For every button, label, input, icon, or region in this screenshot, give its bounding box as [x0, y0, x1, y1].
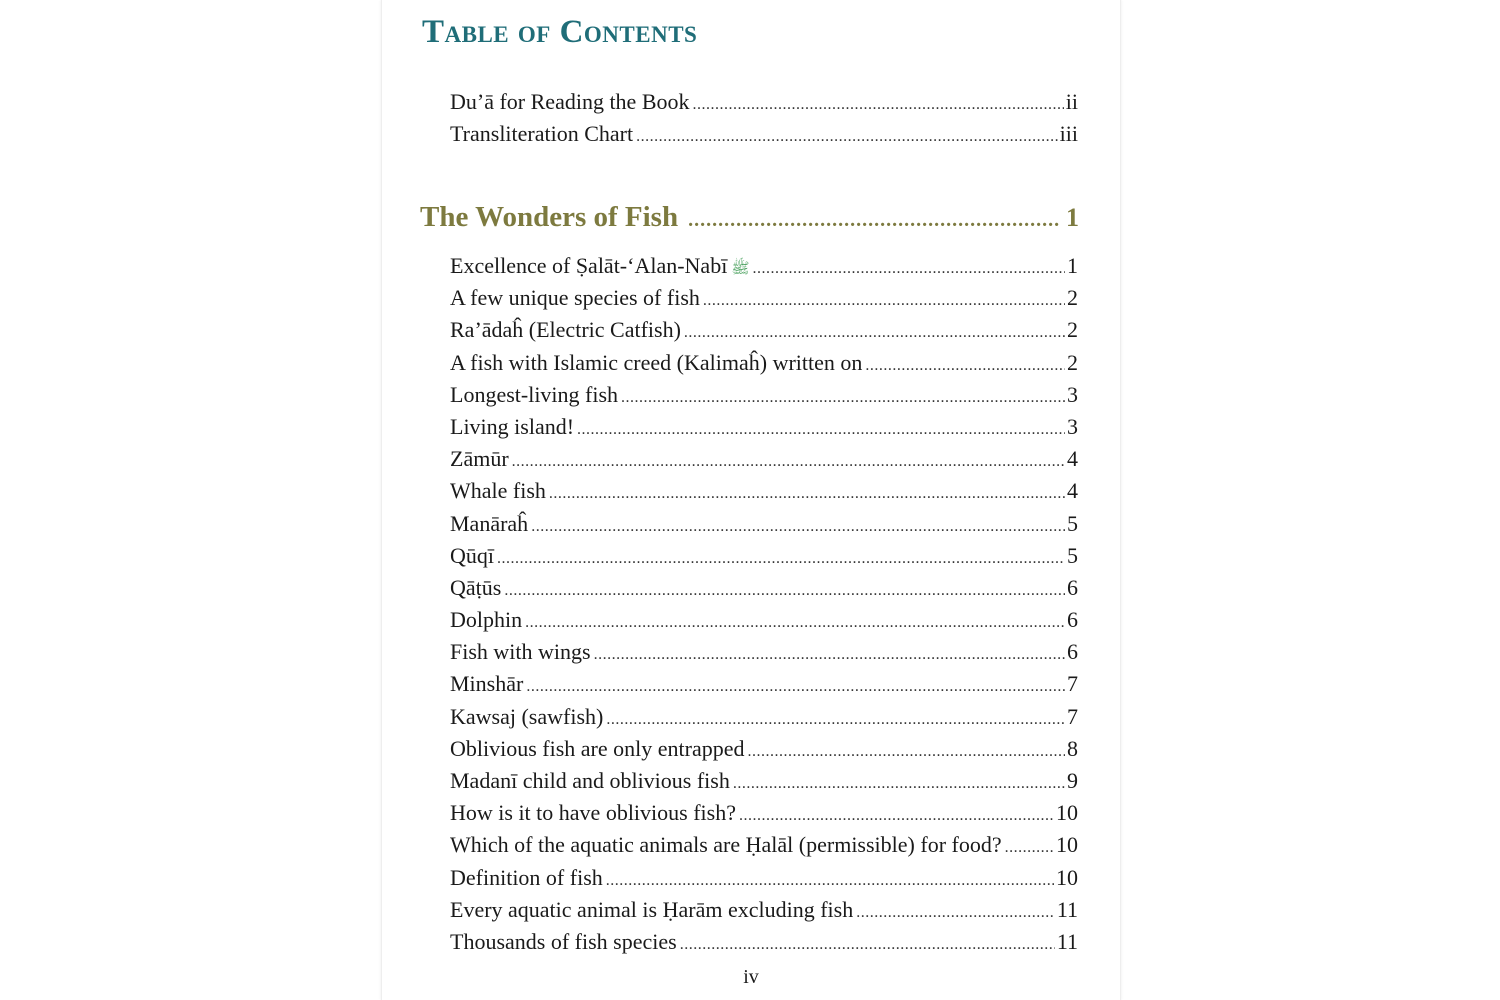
entry-page-number: 11 [1056, 928, 1078, 954]
entry-page-number: 2 [1067, 285, 1078, 311]
toc-entry[interactable] [450, 347, 1078, 379]
entry-page-number: 3 [1067, 381, 1078, 407]
entry-label: Madanī child and oblivious fish [450, 768, 730, 793]
entry-label: Which of the aquatic animals are Ḥalāl (permissible) for food? [450, 832, 1002, 858]
entry-page-number: 3 [1067, 413, 1078, 439]
entry-label: Oblivious fish are only entrapped [450, 735, 745, 761]
dot-leader [739, 800, 1054, 832]
entry-label: Thousands of fish species [450, 928, 677, 954]
entry-label: Fish with wings [450, 639, 591, 665]
chapter-title: The Wonders of Fish [420, 201, 679, 233]
entry-label: Zāmūr [450, 446, 509, 472]
entry-label: Definition of fish [450, 864, 603, 890]
toc-entry[interactable] [450, 797, 1078, 829]
dot-leader [748, 736, 1066, 768]
entry-label: Excellence of Ṣalāt-‘Alan-Nabī [450, 253, 728, 278]
dot-leader [512, 446, 1065, 478]
dot-leader [865, 350, 1065, 382]
entry-page-number: 2 [1067, 317, 1078, 343]
toc-entry[interactable] [450, 86, 1078, 118]
dot-leader [680, 929, 1055, 961]
toc-entry[interactable] [450, 733, 1078, 765]
entry-label: Living island! [450, 413, 575, 439]
entry-page-number: 9 [1067, 768, 1078, 793]
toc-entry[interactable] [450, 926, 1078, 958]
dot-leader [856, 897, 1055, 929]
toc-entry[interactable] [450, 701, 1078, 733]
toc-title: Table of Contents [422, 14, 698, 50]
toc-entry[interactable] [450, 250, 1078, 282]
entry-label: Whale fish [450, 478, 546, 504]
chapter-heading[interactable] [420, 197, 1079, 240]
entry-label: Dolphin [450, 607, 523, 633]
entry-page-number: 10 [1056, 864, 1078, 890]
salutation-calligraphy-icon: ﷺ [731, 261, 750, 277]
entry-page-number: 5 [1067, 510, 1078, 536]
entry-page-number: ii [1065, 89, 1078, 114]
toc-entry[interactable] [450, 411, 1078, 443]
toc-entry[interactable] [450, 118, 1078, 150]
entry-page-number: 7 [1067, 703, 1078, 729]
toc-entry[interactable] [450, 604, 1078, 636]
toc-entry[interactable] [450, 572, 1078, 604]
entry-label: Kawsaj (sawfish) [450, 703, 604, 729]
dot-leader [594, 639, 1065, 671]
book-page [381, 0, 1121, 1000]
entry-label: Ra’ādaĥ (Electric Catfish) [450, 317, 681, 343]
entry-page-number: 5 [1067, 542, 1078, 568]
toc-entry[interactable] [450, 443, 1078, 475]
dot-leader [526, 671, 1065, 703]
entry-page-number: 4 [1067, 446, 1078, 472]
dot-leader [531, 511, 1065, 543]
toc-entry[interactable] [450, 668, 1078, 700]
dot-leader [1005, 832, 1054, 864]
toc-entry[interactable] [450, 829, 1078, 861]
dot-leader [752, 253, 1065, 285]
entry-label: Minshār [450, 671, 524, 697]
dot-leader [621, 382, 1065, 414]
toc-entry[interactable] [450, 475, 1078, 507]
dot-leader [606, 704, 1065, 736]
dot-leader [504, 575, 1065, 607]
toc-entry[interactable] [450, 282, 1078, 314]
dot-leader [549, 478, 1065, 510]
entry-page-number: 4 [1067, 478, 1078, 504]
dot-leader [577, 414, 1065, 446]
toc-entry[interactable] [450, 894, 1078, 926]
toc-entry[interactable] [450, 379, 1078, 411]
dot-leader [688, 200, 1060, 240]
entry-label: Transliteration Chart [450, 121, 634, 147]
toc-entry[interactable] [450, 765, 1078, 797]
front-matter-list [450, 86, 1078, 150]
entry-label: Du’ā for Reading the Book [450, 89, 690, 114]
entry-label: Manāraĥ [450, 510, 529, 536]
toc-entry[interactable] [450, 636, 1078, 668]
entry-label: Qūqī [450, 542, 494, 568]
dot-leader [703, 285, 1065, 317]
entry-page-number: 6 [1067, 639, 1078, 665]
entry-label: How is it to have oblivious fish? [450, 800, 736, 826]
entry-page-number: 6 [1067, 607, 1078, 633]
toc-entry[interactable] [450, 508, 1078, 540]
dot-leader [497, 543, 1065, 575]
entry-page-number: 2 [1067, 349, 1078, 375]
entry-page-number: 1 [1067, 253, 1078, 278]
chapter-page-number: 1 [1066, 203, 1079, 232]
toc-entry[interactable] [450, 862, 1078, 894]
entry-page-number: 8 [1067, 735, 1078, 761]
entry-label: Longest-living fish [450, 381, 619, 407]
entry-page-number: 11 [1056, 896, 1078, 922]
dot-leader [684, 317, 1065, 349]
toc-entry[interactable] [450, 314, 1078, 346]
entry-label: Qāṭūs [450, 574, 502, 600]
entry-page-number: 10 [1056, 832, 1078, 858]
entry-page-number: 10 [1056, 800, 1078, 826]
entry-label: A fish with Islamic creed (Kalimaĥ) written on [450, 349, 863, 375]
dot-leader [636, 121, 1058, 153]
dot-leader [733, 768, 1065, 800]
dot-leader [606, 865, 1054, 897]
toc-entry[interactable] [450, 540, 1078, 572]
entry-page-number: 6 [1067, 574, 1078, 600]
chapter-entries-list [450, 250, 1078, 958]
entry-label: A few unique species of fish [450, 285, 700, 311]
dot-leader [525, 607, 1065, 639]
entry-label: Every aquatic animal is Ḥarām excluding fish [450, 896, 854, 922]
dot-leader [693, 89, 1064, 121]
page-folio: iv [743, 966, 759, 988]
entry-page-number: 7 [1067, 671, 1078, 697]
entry-page-number: iii [1059, 121, 1078, 147]
